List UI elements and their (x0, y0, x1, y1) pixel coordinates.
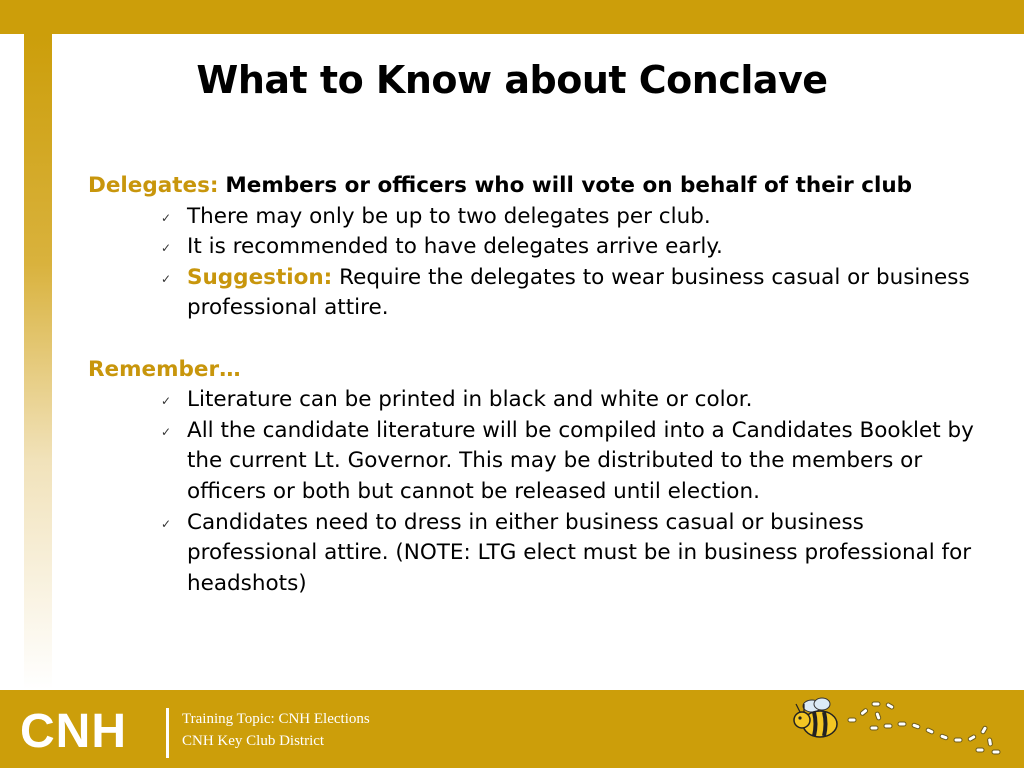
district-name: CNH Key Club District (182, 733, 325, 749)
remember-label: Remember… (88, 356, 241, 382)
checkmark-icon: ✓ (161, 271, 172, 286)
delegates-label: Delegates: (88, 173, 219, 198)
bullet-text: Require the delegates to wear business casual or business professional attire. (187, 264, 970, 321)
section-spacer (88, 324, 988, 355)
bullet-text: It is recommended to have delegates arrive early. (187, 234, 723, 260)
list-item (161, 416, 988, 508)
left-gradient-stripe (24, 34, 52, 690)
slide-title: What to Know about Conclave (196, 58, 828, 102)
remember-bullet-list (88, 385, 988, 599)
delegates-definition (88, 171, 988, 202)
flight-trail (848, 702, 1000, 754)
suggestion-label: Suggestion: (187, 264, 333, 290)
delegates-bullet-list (88, 202, 988, 324)
footer-caption (182, 708, 370, 752)
footer-divider (166, 708, 169, 758)
checkmark-icon: ✓ (161, 210, 172, 225)
cnh-logo: CNH (20, 705, 127, 758)
top-bar (0, 0, 1024, 34)
bullet-text: There may only be up to two delegates per club. (187, 203, 711, 229)
list-item (161, 385, 988, 416)
remember-heading (88, 355, 988, 386)
checkmark-icon: ✓ (161, 394, 172, 409)
list-item (161, 202, 988, 233)
bee-icon (790, 692, 1010, 764)
checkmark-icon: ✓ (161, 424, 172, 439)
training-topic: Training Topic: CNH Elections (182, 711, 370, 727)
checkmark-icon: ✓ (161, 241, 172, 256)
checkmark-icon: ✓ (161, 516, 172, 531)
bullet-text: Candidates need to dress in either business casual or business professional attire. (NOTE: LTG elect must be in business professional for headshots) (187, 509, 972, 596)
bullet-text: Literature can be printed in black and white or color. (187, 387, 753, 413)
slide-body (88, 171, 988, 599)
list-item (161, 263, 988, 324)
delegates-description: Members or officers who will vote on behalf of their club (225, 173, 913, 198)
list-item (161, 508, 988, 600)
bullet-text: All the candidate literature will be compiled into a Candidates Booklet by the current Lt. Governor. This may be distributed to the members or officers or both but cannot be released until election. (187, 417, 974, 504)
list-item (161, 232, 988, 263)
